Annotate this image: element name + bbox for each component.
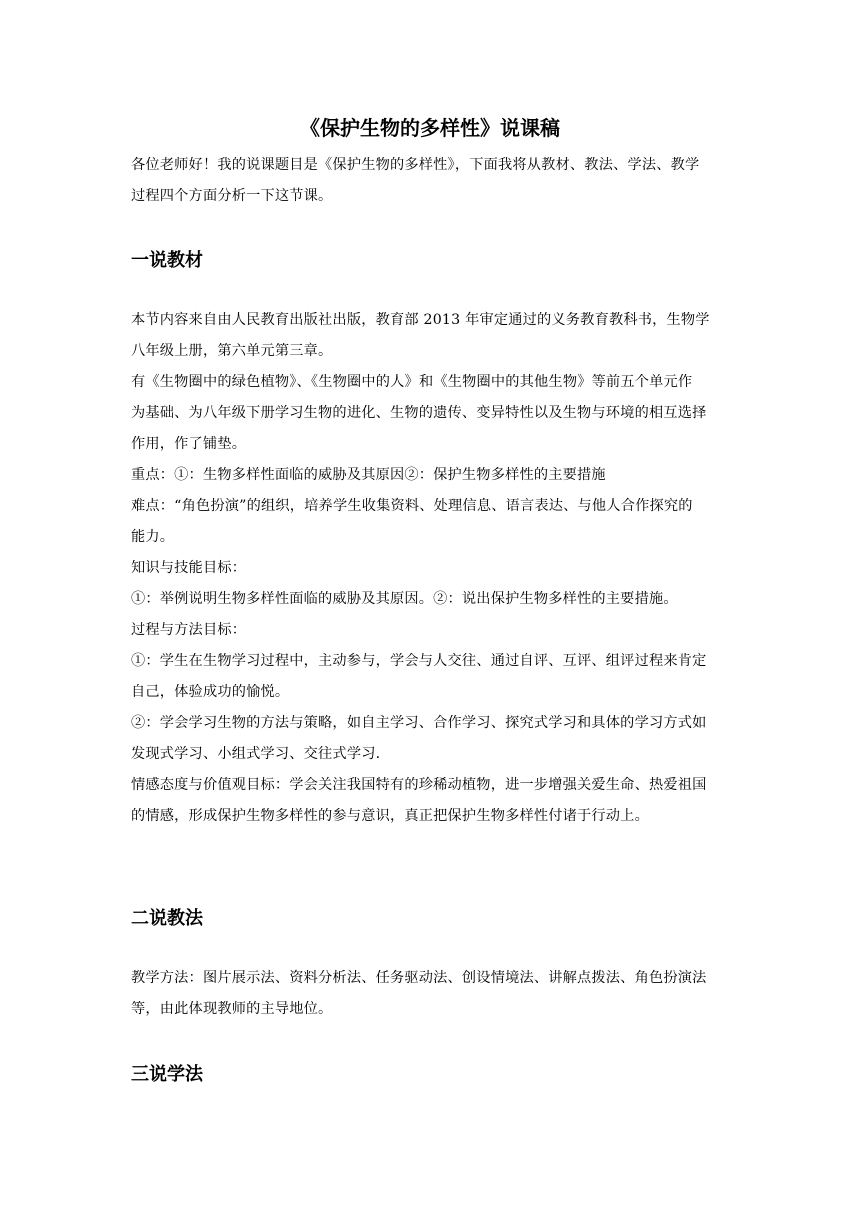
- intro-block: [131, 150, 731, 212]
- text-line: 为基础、为八年级下册学习生物的进化、生物的遗传、变异特性以及生物与环境的相互选择: [131, 405, 707, 421]
- textbook-source-paragraph: [131, 305, 731, 367]
- process-goal-paragraph-1: [131, 646, 731, 708]
- text-line: 重点：①：生物多样性面临的威胁及其原因②：保护生物多样性的主要措施: [131, 467, 606, 483]
- text-line: 难点：“角色扮演”的组织，培养学生收集资料、处理信息、语言表达、与他人合作探究的: [131, 498, 693, 514]
- text-line: 教学方法：图片展示法、资料分析法、任务驱动法、创设情境法、讲解点拨法、角色扮演法: [131, 970, 707, 986]
- text-line: 情感态度与价值观目标：学会关注我国特有的珍稀动植物，进一步增强关爱生命、热爱祖国: [131, 777, 707, 793]
- text-line: 有《生物圈中的绿色植物》、《生物圈中的人》和《生物圈中的其他生物》等前五个单元作: [131, 374, 693, 390]
- text-line: ①：举例说明生物多样性面临的威胁及其原因。②：说出保护生物多样性的主要措施。: [131, 591, 678, 607]
- section-heading-block: [131, 1062, 731, 1088]
- intro-paragraph: [131, 150, 731, 212]
- text-line: 各位老师好！我的说课题目是《保护生物的多样性》，下面我将从教材、教法、学法、教学: [131, 157, 700, 173]
- text-line: 等，由此体现教师的主导地位。: [131, 1001, 333, 1017]
- difficulty-paragraph: [131, 491, 731, 553]
- text-line: 过程四个方面分析一下这节课。: [131, 188, 333, 204]
- section-heading-learning-method: 三说学法: [131, 1064, 203, 1085]
- teaching-method-paragraph: [131, 963, 731, 1025]
- section-heading-block: [131, 906, 731, 932]
- document-title: 《保护生物的多样性》说课稿: [300, 116, 560, 140]
- text-line: 作用，作了铺垫。: [131, 436, 247, 452]
- text-line: 八年级上册，第六单元第三章。: [131, 343, 333, 359]
- text-line: 过程与方法目标：: [131, 622, 247, 638]
- key-points-paragraph: [131, 460, 731, 491]
- text-line: 本节内容来自由人民教育出版社出版，教育部 2013 年审定通过的义务教育教科书，生物学: [131, 312, 710, 328]
- text-line: ①：学生在生物学习过程中，主动参与，学会与人交往、通过自评、互评、组评过程来肯定: [131, 653, 707, 669]
- section-heading-textbook: 一说教材: [131, 250, 203, 271]
- section-body-textbook: [131, 305, 731, 832]
- process-goal-label: [131, 615, 731, 646]
- text-line: ②：学会学习生物的方法与策略，如自主学习、合作学习、探究式学习和具体的学习方式如: [131, 715, 707, 731]
- text-line: 能力。: [131, 529, 175, 545]
- knowledge-goal-label: [131, 553, 731, 584]
- section-body-teaching-method: [131, 963, 731, 1025]
- text-line: 知识与技能目标：: [131, 560, 247, 576]
- section-heading-teaching-method: 二说教法: [131, 908, 203, 929]
- process-goal-paragraph-2: [131, 708, 731, 770]
- knowledge-goal-paragraph: [131, 584, 731, 615]
- text-line: 的情感，形成保护生物多样性的参与意识，真正把保护生物多样性付诸于行动上。: [131, 808, 649, 824]
- text-line: 发现式学习、小组式学习、交往式学习.: [131, 746, 381, 762]
- text-line: 自己，体验成功的愉悦。: [131, 684, 290, 700]
- section-heading-block: [131, 248, 731, 274]
- emotion-goal-paragraph: [131, 770, 731, 832]
- textbook-context-paragraph: [131, 367, 731, 460]
